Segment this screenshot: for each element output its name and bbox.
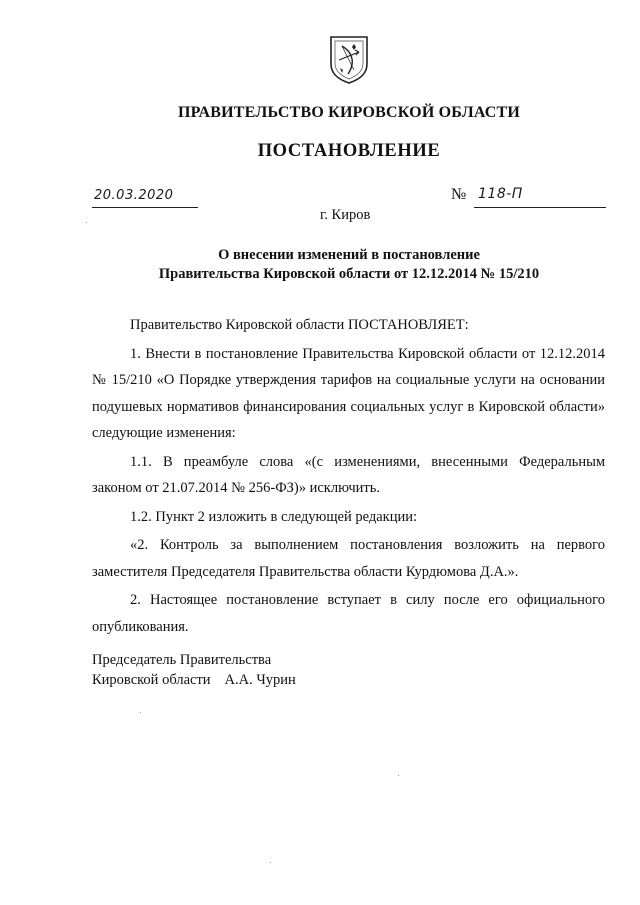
preamble: Правительство Кировской области ПОСТАНОВЛЯЕТ: bbox=[130, 317, 469, 333]
government-title: ПРАВИТЕЛЬСТВО КИРОВСКОЙ ОБЛАСТИ bbox=[177, 104, 521, 121]
subject-line-2: Правительства Кировской области от 12.12.2014 № 15/210 bbox=[158, 266, 540, 282]
signer-title-line-2: Кировской области bbox=[92, 672, 211, 688]
scan-speck bbox=[398, 775, 399, 776]
paragraph-2: 2. Настоящее постановление вступает в силу после его официального опубликования. bbox=[92, 592, 605, 635]
document-subject bbox=[0, 246, 640, 284]
scan-speck bbox=[270, 862, 271, 863]
signature-block bbox=[92, 650, 296, 690]
document-number: 118-П bbox=[478, 186, 523, 202]
paragraph-1-2: 1.2. Пункт 2 изложить в следующей редакции: bbox=[130, 508, 418, 525]
paragraph-quote: «2. Контроль за выполнением постановления возложить на первого заместителя Председателя Правительства области Курдюмова Д.А.». bbox=[92, 537, 605, 580]
paragraph-1: 1. Внести в постановление Правительства Кировской области от 12.12.2014 № 15/210 «О Порядке утверждения тарифов на социальные услуги на основании подушевых нормативов финансирования социальных услуг в Кировской области» следующие изменения: bbox=[92, 345, 605, 441]
scan-speck bbox=[86, 222, 87, 223]
paragraph-1-1: 1.1. В преамбуле слова «(с изменениями, внесенными Федеральным законом от 21.07.2014 № 256-ФЗ)» исключить. bbox=[92, 453, 605, 496]
document-body bbox=[92, 312, 605, 640]
city: г. Киров bbox=[320, 207, 371, 223]
number-sign: № bbox=[451, 186, 467, 203]
signer-title-line-1: Председатель Правительства bbox=[92, 652, 272, 668]
subject-line-1: О внесении изменений в постановление bbox=[218, 247, 480, 263]
document-date: 20.03.2020 bbox=[94, 188, 174, 203]
scan-speck bbox=[140, 712, 141, 713]
document-type: ПОСТАНОВЛЕНИЕ bbox=[257, 141, 441, 161]
coat-of-arms-icon bbox=[328, 34, 370, 84]
signer-name: А.А. Чурин bbox=[224, 672, 296, 688]
